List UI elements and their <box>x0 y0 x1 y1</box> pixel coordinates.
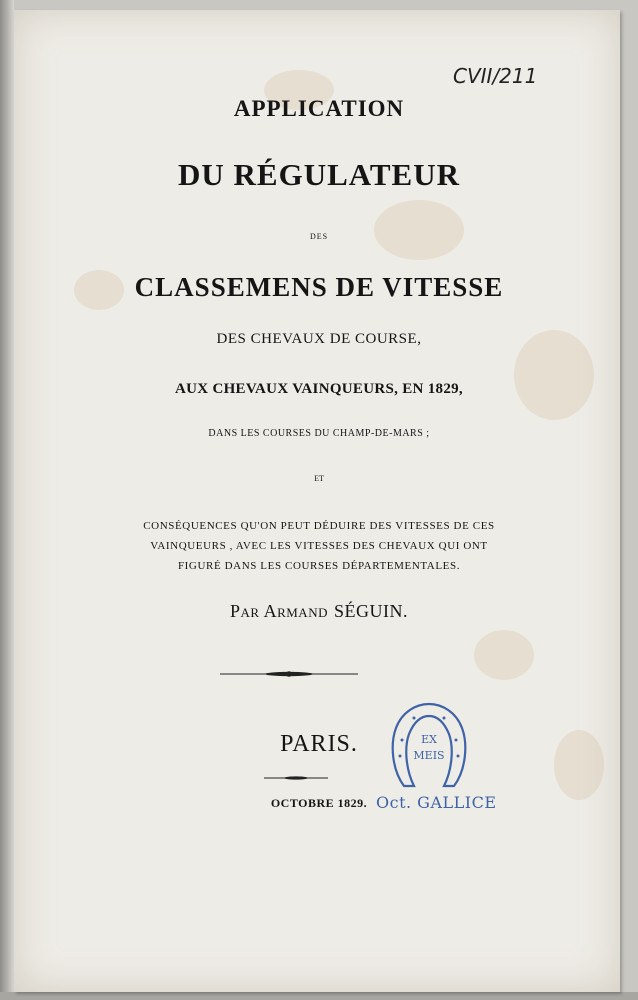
author-name: SÉGUIN. <box>333 601 408 621</box>
page-bottom-edge <box>0 992 638 1000</box>
consequences-line-2: VAINQUEURS , AVEC LES VITESSES DES CHEVAUX QUI ONT <box>150 540 488 552</box>
title-line-chevaux-course: DES CHEVAUX DE COURSE, <box>216 331 422 347</box>
author-line <box>0 601 638 622</box>
ornamental-rule <box>218 668 360 680</box>
author-prefix: Par Armand <box>230 601 328 621</box>
stamp-word-ex: EX <box>421 733 437 746</box>
title-line-regulateur: DU RÉGULATEUR <box>178 157 460 192</box>
consequences-line-1: CONSÉQUENCES QU'ON PEUT DÉDUIRE DES VITESSES DE CES <box>143 520 495 532</box>
title-line-application: APPLICATION <box>233 96 405 121</box>
shelfmark-annotation: CVII/211 <box>453 64 538 88</box>
title-line-et: ET <box>314 474 324 483</box>
title-line-champ-de-mars: DANS LES COURSES DU CHAMP-DE-MARS ; <box>208 428 430 439</box>
title-line-classemens: CLASSEMENS DE VITESSE <box>134 272 504 302</box>
library-mark: Oct. GALLICE <box>376 793 497 812</box>
title-line-vainqueurs: AUX CHEVAUX VAINQUEURS, EN 1829, <box>175 381 463 397</box>
imprint-date: OCTOBRE 1829. <box>270 796 368 810</box>
imprint-place: PARIS. <box>280 731 358 757</box>
book-spine-edge <box>0 0 14 1000</box>
title-consequences-block <box>0 516 638 576</box>
consequences-line-3: FIGURÉ DANS LES COURSES DÉPARTEMENTALES. <box>177 560 461 572</box>
title-line-des: DES <box>309 232 329 241</box>
ex-meis-stamp <box>388 700 470 792</box>
short-rule <box>262 774 330 782</box>
stamp-word-meis: MEIS <box>413 749 445 762</box>
